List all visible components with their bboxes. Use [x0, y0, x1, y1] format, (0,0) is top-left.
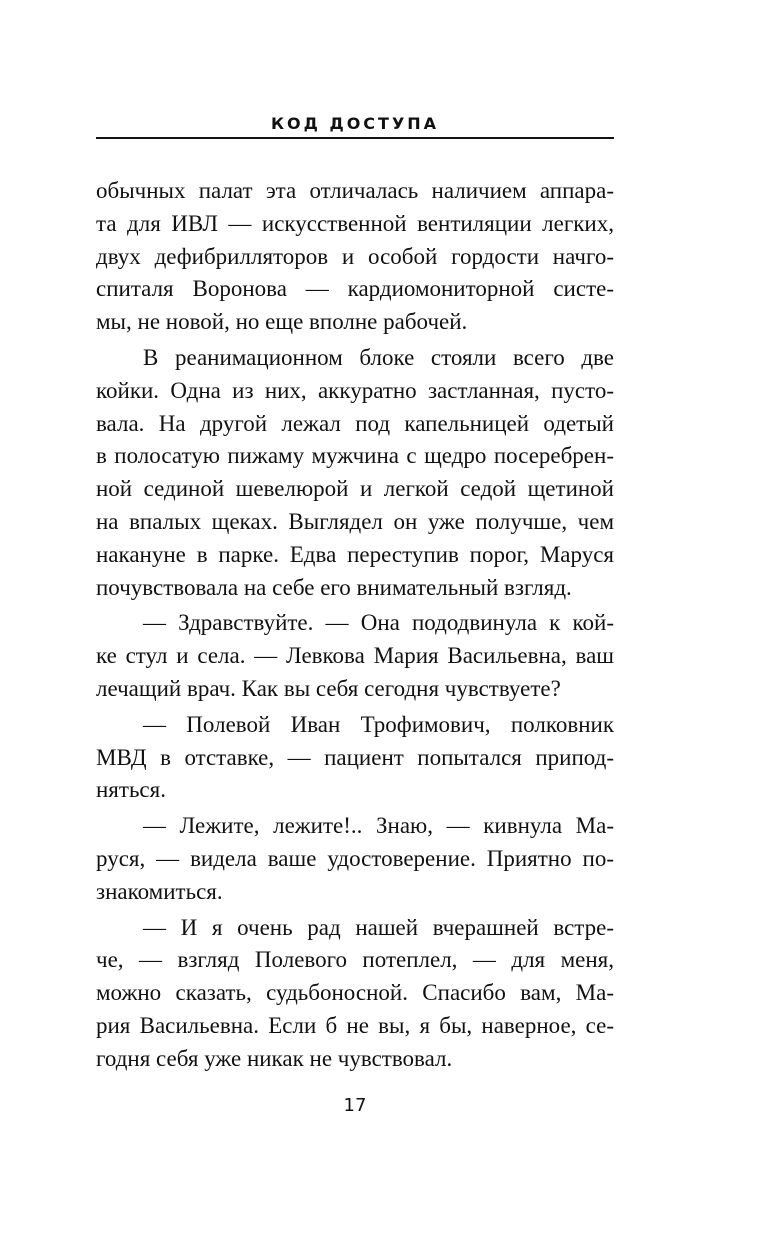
- text-line: двух дефибрилляторов и особой гордости начго-: [96, 243, 614, 269]
- text-line: накануне в парке. Едва переступив порог, Маруся: [96, 541, 614, 567]
- paragraph: [96, 810, 614, 908]
- text-line: вала. На другой лежал под капельницей одетый: [96, 410, 614, 436]
- page-number: 17: [343, 1095, 367, 1116]
- running-head: КОД ДОСТУПА: [270, 114, 440, 133]
- paragraph: [96, 175, 614, 339]
- paragraph: [96, 912, 614, 1076]
- paragraph: [96, 607, 614, 705]
- text-line: ной сединой шевелюрой и легкой седой щетиной: [96, 476, 614, 502]
- header-rule: [96, 137, 614, 139]
- text-line: мы, не новой, но еще вполне рабочей.: [96, 309, 468, 335]
- text-line: — Лежите, лежите!.. Знаю, — кивнула Ма-: [143, 813, 614, 839]
- text-line: ке стул и села. — Левкова Мария Васильевна, ваш: [96, 643, 614, 669]
- text-line: МВД в отставке, — пациент попытался припод-: [96, 744, 614, 770]
- text-line: В реанимационном блоке стояли всего две: [143, 344, 614, 370]
- text-line: на впалых щеках. Выглядел он уже получше, чем: [96, 508, 614, 534]
- paragraph: [96, 342, 614, 604]
- text-line: в полосатую пижаму мужчина с щедро посеребрен-: [96, 443, 614, 469]
- text-line: обычных палат эта отличалась наличием аппара-: [96, 178, 614, 203]
- text-line: койки. Одна из них, аккуратно застланная, пусто-: [96, 377, 614, 403]
- text-line: лечащий врач. Как вы себя сегодня чувствуете?: [96, 675, 561, 701]
- text-line: няться.: [96, 777, 166, 803]
- text-line: руся, — видела ваше удостоверение. Приятно по-: [96, 845, 614, 871]
- paragraph: [96, 709, 614, 807]
- text-line: знакомиться.: [96, 878, 223, 904]
- text-line: та для ИВЛ — искусственной вентиляции легких,: [96, 210, 614, 236]
- body-text: [96, 175, 614, 1076]
- text-line: можно сказать, судьбоносной. Спасибо вам, Ма-: [96, 980, 614, 1006]
- text-line: рия Васильевна. Если б не вы, я бы, наверное, се-: [96, 1012, 614, 1038]
- text-line: — Полевой Иван Трофимович, полковник: [143, 711, 614, 737]
- text-line: — И я очень рад нашей вчерашней встре-: [143, 914, 614, 940]
- text-line: спиталя Воронова — кардиомониторной систе-: [96, 276, 614, 302]
- text-line: — Здравствуйте. — Она пододвинула к кой-: [143, 610, 614, 636]
- text-line: почувствовала на себе его внимательный взгляд.: [96, 574, 572, 600]
- text-line: че, — взгляд Полевого потеплел, — для меня,: [96, 947, 614, 973]
- text-line: годня себя уже никак не чувствовал.: [96, 1045, 453, 1071]
